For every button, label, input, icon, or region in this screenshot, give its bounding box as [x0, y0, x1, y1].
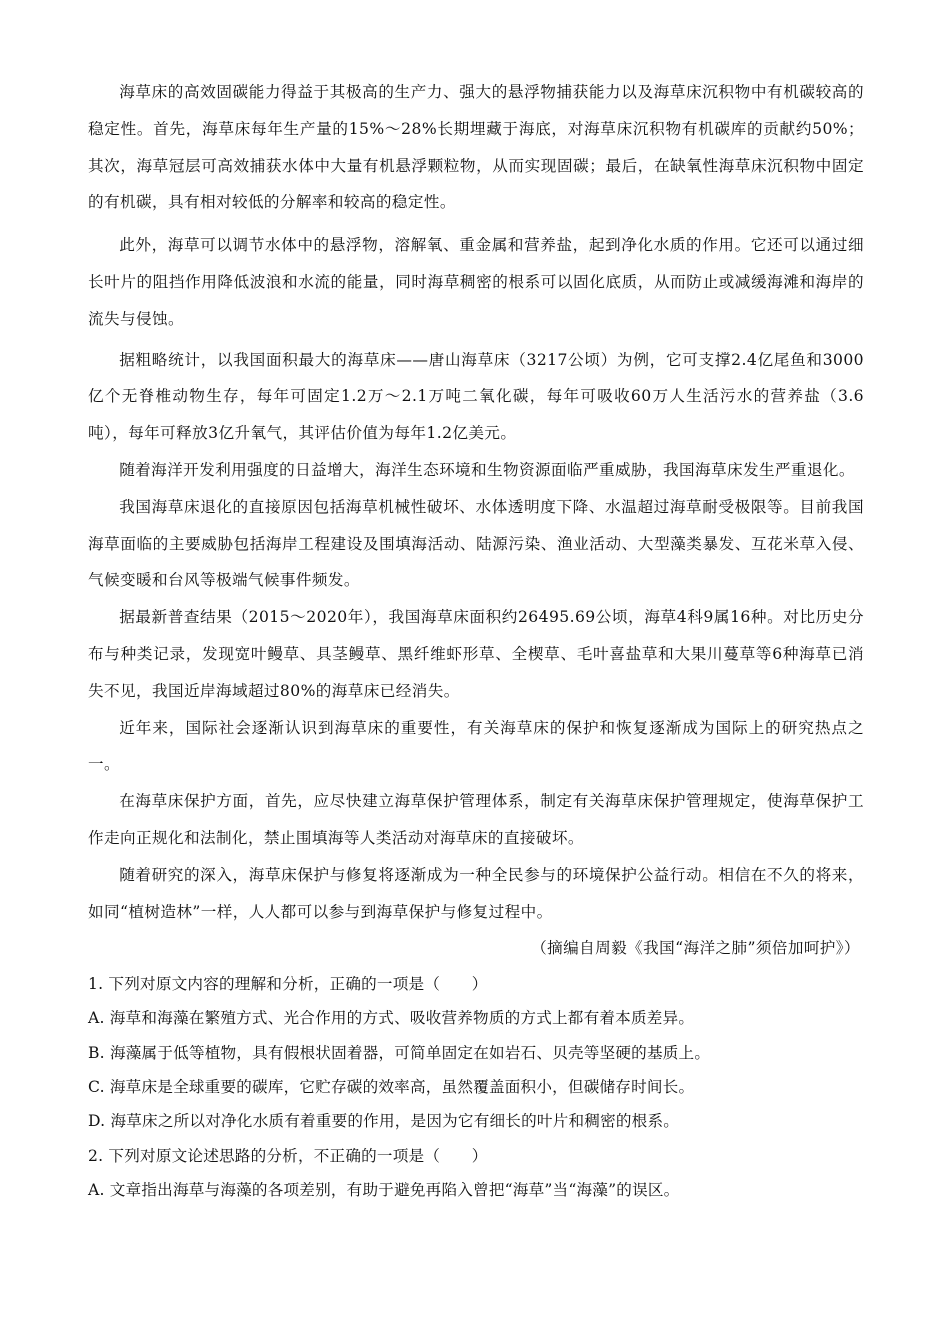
- question-1-option-c: C. 海草床是全球重要的碳库，它贮存碳的效率高，虽然覆盖面积小，但碳储存时间长。: [88, 1078, 695, 1097]
- paragraph-1: 海草床的高效固碳能力得益于其极高的生产力、强大的悬浮物捕获能力以及海草床沉积物中有机碳较高的稳定性。首先，海草床每年生产量的15%～28%长期埋藏于海底，对海草床沉积物有机碳库的贡献约50%；其次，海草冠层可高效捕获水体中大量有机悬浮颗粒物，从而实现固碳；最后，在缺氧性海草床沉积物中固定的有机碳，具有相对较低的分解率和较高的稳定性。: [88, 83, 864, 212]
- paragraph-7: 近年来，国际社会逐渐认识到海草床的重要性，有关海草床的保护和恢复逐渐成为国际上的研究热点之一。: [88, 718, 864, 774]
- paragraph-3: 据粗略统计，以我国面积最大的海草床——唐山海草床（3217公顷）为例，它可支撑2.4亿尾鱼和3000亿个无脊椎动物生存，每年可固定1.2万～2.1万吨二氧化碳，每年可吸收60万人生活污水的营养盐（3.6吨），每年可释放3亿升氧气，其评估价值为每年1.2亿美元。: [88, 350, 864, 443]
- question-1-option-b: B. 海藻属于低等植物，具有假根状固着器，可简单固定在如岩石、贝壳等坚硬的基质上。: [88, 1043, 711, 1062]
- paragraph-8: 在海草床保护方面，首先，应尽快建立海草保护管理体系，制定有关海草床保护管理规定，使海草保护工作走向正规化和法制化，禁止围填海等人类活动对海草床的直接破坏。: [88, 792, 864, 847]
- question-2-option-a: A. 文章指出海草与海藻的各项差别，有助于避免再陷入曾把“海草”当“海藻”的误区。: [88, 1180, 680, 1199]
- question-1-option-a: A. 海草和海藻在繁殖方式、光合作用的方式、吸收营养物质的方式上都有着本质差异。: [88, 1009, 695, 1028]
- source-citation: （摘编自周毅《我国“海洋之肺”须倍加呵护》）: [531, 939, 860, 958]
- paragraph-4: 随着海洋开发利用强度的日益增大，海洋生态环境和生物资源面临严重威胁，我国海草床发生严重退化。: [119, 460, 855, 479]
- paragraph-6: 据最新普查结果（2015～2020年），我国海草床面积约26495.69公顷，海草4科9属16种。对比历史分布与种类记录，发现宽叶鳗草、具茎鳗草、黑纤维虾形草、全楔草、毛叶喜盐草和大果川蔓草等6种海草已消失不见，我国近岸海域超过80%的海草床已经消失。: [88, 608, 864, 700]
- paragraph-2: 此外，海草可以调节水体中的悬浮物，溶解氧、重金属和营养盐，起到净化水质的作用。它还可以通过细长叶片的阻挡作用降低波浪和水流的能量，同时海草稠密的根系可以固化底质，从而防止或减缓海滩和海岸的流失与侵蚀。: [88, 236, 864, 328]
- document-page: [88, 74, 864, 1207]
- paragraph-5: 我国海草床退化的直接原因包括海草机械性破坏、水体透明度下降、水温超过海草耐受极限等。目前我国海草面临的主要威胁包括海岸工程建设及围填海活动、陆源污染、渔业活动、大型藻类暴发、互花米草入侵、气候变暖和台风等极端气候事件频发。: [88, 497, 864, 590]
- paragraph-9: 随着研究的深入，海草床保护与修复将逐渐成为一种全民参与的环境保护公益行动。相信在不久的将来，如同“植树造林”一样，人人都可以参与到海草保护与修复过程中。: [88, 865, 864, 921]
- question-2-stem: 2. 下列对原文论述思路的分析，不正确的一项是（ ）: [88, 1146, 488, 1165]
- question-1-option-d: D. 海草床之所以对净化水质有着重要的作用，是因为它有细长的叶片和稠密的根系。: [88, 1112, 680, 1131]
- question-1-stem: 1. 下列对原文内容的理解和分析，正确的一项是（ ）: [88, 975, 488, 994]
